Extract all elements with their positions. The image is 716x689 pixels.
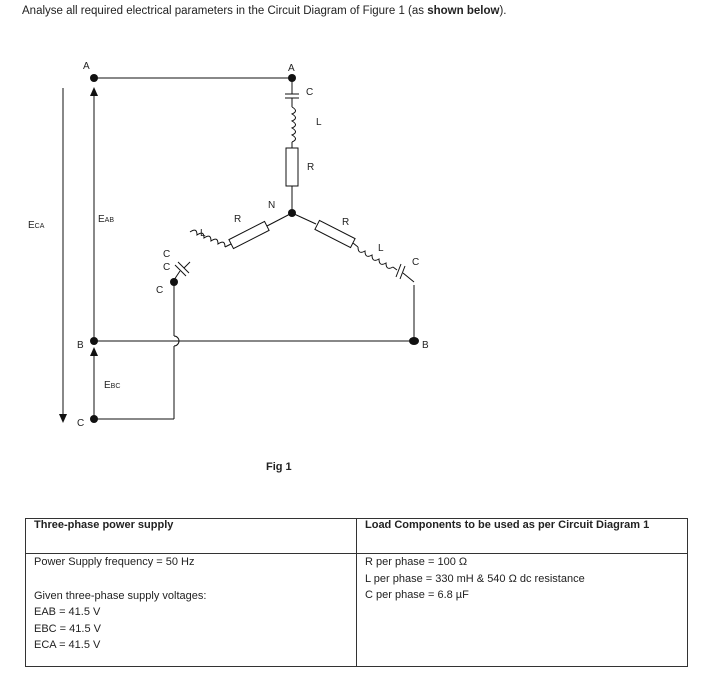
label-eca-main: E [28,220,35,231]
node-b-load [409,337,419,345]
eca-arrowhead-icon [59,414,67,423]
label-node-b-left: B [77,340,84,351]
label-eab-main: E [98,214,105,225]
label-eca-sub: CA [34,223,45,230]
label-leg-c-inductor: L [200,228,206,239]
figure-caption: Fig 1 [266,461,292,473]
label-node-a-top: A [288,63,295,74]
leg-a-resistor [286,148,298,186]
leg-c-capacitor-plate-2 [175,265,186,276]
leg-c-wire-to-cap [184,262,190,268]
leg-b-wire-to-node [403,273,414,282]
parameters-table-body-row [26,554,688,667]
node-neutral [288,209,296,217]
parameters-table [25,518,688,667]
label-leg-c-resistor: R [234,214,242,225]
supply-voltage-ebc: EBC = 41.5 V [34,622,101,635]
leg-b-capacitor-plate-2 [400,266,405,279]
load-capacitance: C per phase = 6.8 µF [365,589,469,601]
ebc-arrowhead-icon [90,347,98,356]
label-leg-a-inductor: L [316,117,322,128]
label-node-a-left: A [83,61,90,72]
label-node-b-right: B [422,340,429,351]
instruction-text-end: ). [499,5,507,17]
eab-arrowhead-icon [90,87,98,96]
load-column-cell [357,554,688,667]
leg-b-wire-mid [353,243,358,247]
label-leg-b-inductor: L [378,243,384,254]
label-neutral: N [268,200,276,211]
load-inductance: L per phase = 330 mH & 540 Ω dc resistance [365,572,585,585]
label-eca [28,220,45,231]
label-node-c-left: C [77,418,85,429]
label-leg-c-capacitor-1: C [163,249,171,260]
supply-voltage-eca: ECA = 41.5 V [34,639,101,651]
instruction-text-start: Analyse all required electrical parameters in the Circuit Diagram of Figure 1 (as [22,5,428,17]
label-ebc [104,380,120,391]
label-leg-a-capacitor: C [306,87,314,98]
node-a-load [288,74,296,82]
leg-b-capacitor-plate-1 [396,264,401,277]
parameters-table-header-row [26,519,688,554]
load-resistance: R per phase = 100 Ω [365,556,468,568]
label-ebc-main: E [104,380,111,391]
leg-c-wire-mid [225,244,231,247]
leg-b-wire-to-cap [393,267,397,270]
label-leg-a-resistor: R [307,162,315,173]
label-leg-b-capacitor: C [412,257,420,268]
node-c-load [170,278,178,286]
load-column-header: Load Components to be used as per Circuit Diagram 1 [357,519,688,554]
label-ebc-sub: BC [110,383,121,390]
node-a-left [90,74,98,82]
supply-voltages-label: Given three-phase supply voltages: [34,589,207,602]
supply-column-cell [26,554,357,667]
leg-c-resistor [229,221,269,248]
label-node-c-branch: C [156,285,164,296]
label-leg-b-resistor: R [342,217,350,228]
supply-frequency: Power Supply frequency = 50 Hz [34,556,195,568]
label-leg-c-capacitor-2: C [163,262,171,273]
label-eab-sub: AB [104,217,115,224]
node-b-left [90,337,98,345]
leg-a-inductor [292,107,296,142]
supply-voltage-eab: EAB = 41.5 V [34,606,101,618]
leg-c-wire-neutral [267,213,292,226]
label-eab [98,214,114,225]
instruction-text-bold: shown below [427,5,500,17]
leg-b-inductor [358,247,393,268]
leg-c-inductor [190,230,225,247]
node-c-left [90,415,98,423]
supply-column-header: Three-phase power supply [26,519,357,554]
